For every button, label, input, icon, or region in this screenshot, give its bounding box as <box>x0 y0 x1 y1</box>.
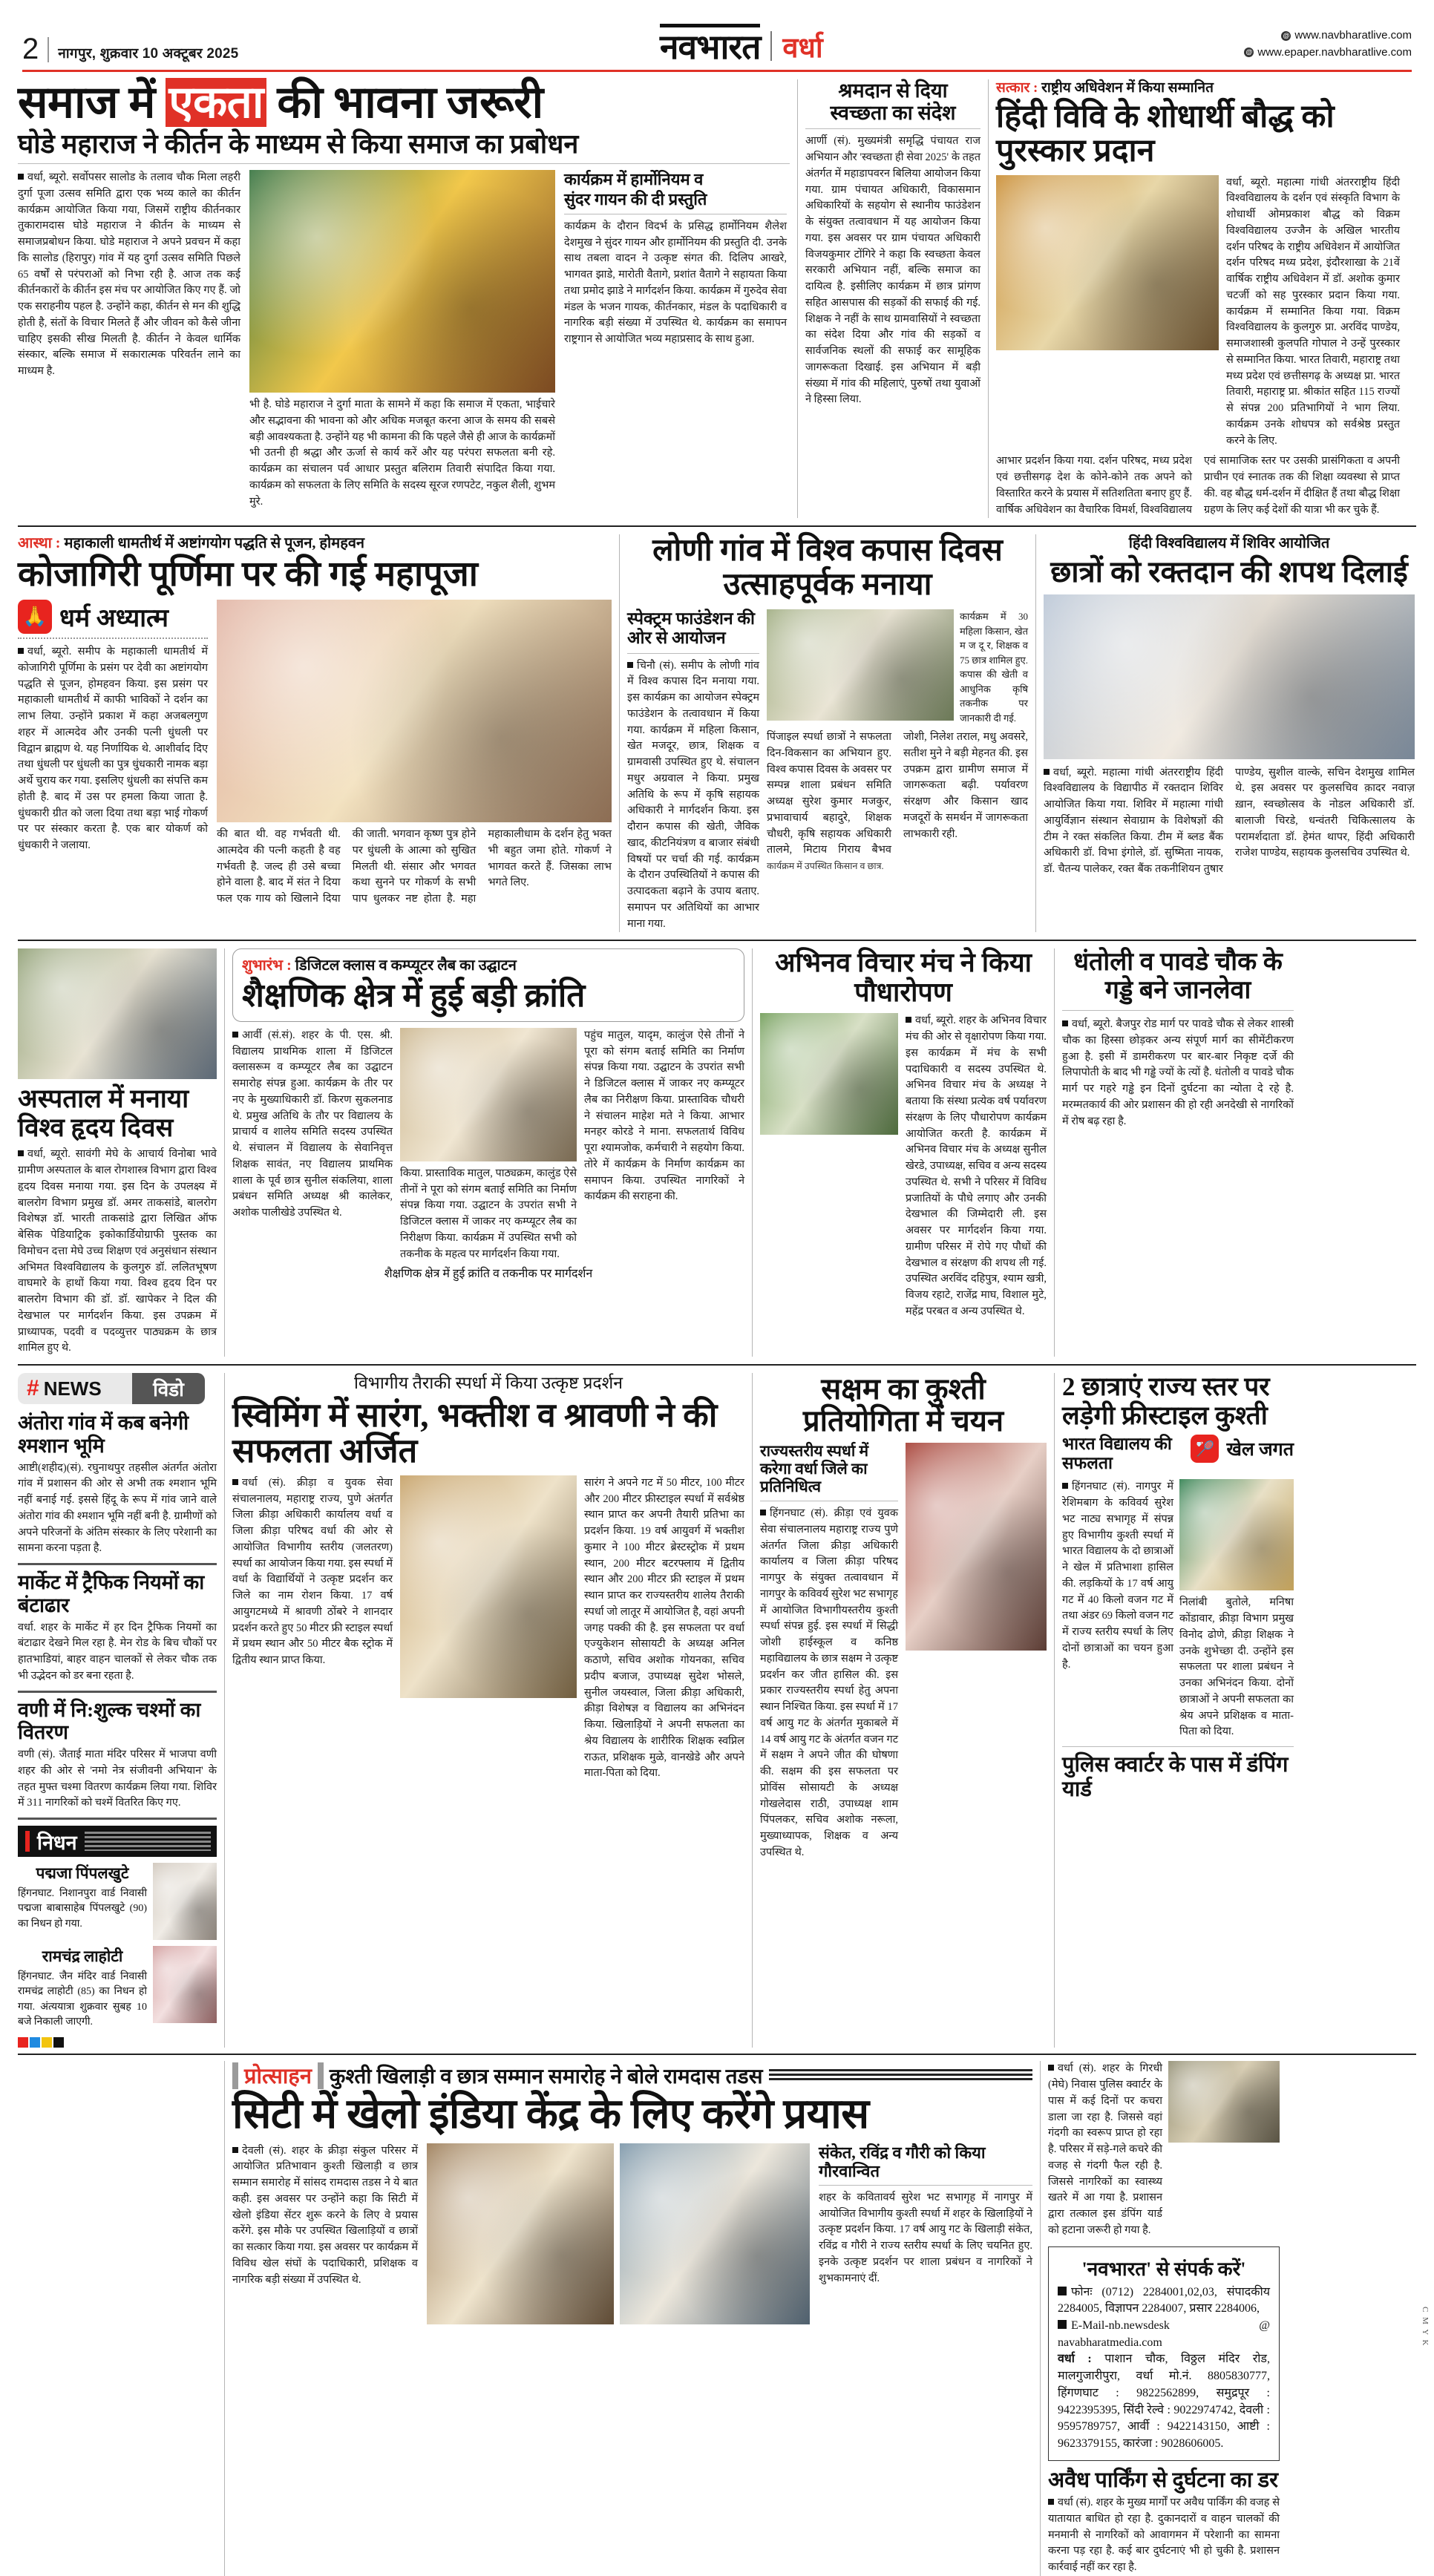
third-section <box>18 948 1416 1357</box>
news-item-2-headline: मार्केट में ट्रैफिक नियमों का बंटाढार <box>18 1571 205 1616</box>
paudharopan-photo <box>760 1013 898 1135</box>
third-vrule-3 <box>1054 948 1055 1357</box>
lead-body-row <box>18 170 790 510</box>
masthead-divider <box>48 37 49 62</box>
girls-subhead: भारत विद्यालय की सफलता <box>1062 1435 1172 1473</box>
promo-sub-col <box>819 2143 1032 2324</box>
story-loni <box>627 534 1028 932</box>
kushti-body: हिंगनघाट (सं). क्रीड़ा एवं युवक सेवा संचालनालय महाराष्ट्र राज्य पुणे अंतर्गत जिला क्रीड़ा अधिकारी कार्यालय व जिला क्रीड़ा परिषद नागपुर के संयुक्त तत्वावधान में नागपुर के कविवर्य सुरेश भट सभागृह में आयोजित विभागीयस्तरीय कुश्ती स्पर्धा संपन्न हुई. इस स्पर्धा में सिद्धी जोशी हाईस्कूल व कनिष्ठ महाविद्यालय के छात्र सक्षम ने उत्कृष्ट प्रदर्शन कर जीत हासिल की. इस प्रकार राज्यस्तरीय स्पर्धा हेतु अपना स्थान निश्चित किया. इस स्पर्धा में 17 वर्ष आयु गट के अंतर्गत मुकाबले में 14 वर्ष आयु गट के अंतर्गत वजन गट में सक्षम ने अपने जीत की घोषणा की. सक्षम की इस सफलता पर प्रोविंस सोसायटी के अध्यक्ष गोखलेदास राठी, उपाध्यक्ष शाम पिंपलकर, सचिव अशोक नरूला, मुख्याध्यापक, शिक्षक व अन्य उपस्थित थे. <box>760 1507 898 1858</box>
loni-subbox: स्पेक्ट्रम फाउंडेशन की ओर से आयोजन <box>627 609 756 648</box>
obituary-2-photo <box>153 1946 217 2023</box>
globe-icon: @ <box>1281 31 1291 41</box>
raktdan-body: वर्धा, ब्यूरो. महात्मा गांधी अंतरराष्ट्रीय हिंदी विश्वविद्यालय के विद्यापीठ में रक्तदान शिविर आयोजित किया गया. शिविर में महात्मा गांधी आयुर्विज्ञान संस्थान सेवाग्राम के विशेषज्ञों की टीम ने रक्त संकलित किया. टीम में ब्लड बैंक अधिकारी डॉ. विभा इंगोले, डॉ. सुष्मिता नायक, डॉ. चैतन्य पालेकर, रक्त बैंक तकनीशियन तुषार पाण्डेय, सुशील वाल्के, सचिन देशमुख शामिल थे. इस अवसर पर कुलसचिव क़ादर नवाज़ ख़ान, स्वच्छोत्सव के नोडल अधिकारी डॉ. बालाजी चिरडे, धन्वंतरी चिकित्सालय के परामर्शदाता डॉ. हेमंत थापर, हिंदी अधिकारी राजेश पाण्डेय, सहायक कुलसचिव उपस्थित थे. <box>1044 766 1415 876</box>
girls-body-col <box>1062 1479 1173 1740</box>
parking-body: वर्धा (सं). शहर के मुख्य मार्गों पर अवैध पार्किंग की वजह से यातायात बाधित हो रहा है. दुकानदारों व वाहन चालकों की मनमानी से नागरिकों को आवागमन में परेशानी का सामना करना पड़ रहा है. कई बार दुर्घटनाएं भी हो चुकी है. प्रशासन कार्रवाई नहीं कर रहा है. <box>1048 2497 1280 2574</box>
square-bullet-icon <box>627 662 633 668</box>
satkar-kicker <box>996 79 1400 97</box>
loni-photo-row <box>767 609 1028 725</box>
kojagiri-body-2: की बात थी. वह गर्भवती थी. आत्मदेव की पत्नी कहती है वह गर्भवती है. जल्द ही उसे बच्चा होने वाला है. बाद में संत ने दिया फल एक गाय को खिलाने दिया की जाती. भगवान कृष्ण पुत्र होने पर धुंधली के आत्मा को सुखित मिलती थी. संसार और भगवत कथा सुनने पर गोकर्ण के सभी पाप धुलकर नष्ट होता है. महा महाकालीधाम के दर्शन हेतु भक्त भी बहुत जमा होते. गोकर्ण ने भागवत करते हैं. जिसका लाभ भगते लिए. <box>217 828 612 905</box>
kojagiri-photo-col <box>217 600 612 908</box>
dumping-body: वर्धा (सं). शहर के गिरधी (मेघे) निवास पुलिस क्वार्टर के पास में कई दिनों पर कचरा डाला जा रहा है. जिससे वहां गंदगी का स्वरूप प्राप्त हो रहा है. परिसर में सड़े-गले कचरे की वजह से गंदगी फैल रही है. जिससे नागरिकों का स्वास्थ्य खतरे में आ गया है. प्रशासन द्वारा तत्काल इस डंपिंग यार्ड को हटाना जरूरी हो गया है. <box>1048 2062 1162 2236</box>
kojagiri-photo <box>217 600 612 822</box>
promo-bar-right <box>318 2062 324 2089</box>
satkar-kicker-tag: सत्कार : <box>996 80 1038 96</box>
digital-headline: शैक्षणिक क्षेत्र में हुई बड़ी क्रांति <box>242 977 586 1015</box>
website-link-row[interactable] <box>1244 27 1412 45</box>
loni-headline: लोणी गांव में विश्व कपास दिवस उत्साहपूर्वक मनाया <box>652 534 1003 602</box>
second-section <box>18 534 1416 932</box>
square-bullet-icon <box>232 1032 238 1038</box>
lead-headline-part2: की भावना जरूरी <box>277 78 543 127</box>
news-item-3-body: वणी (सं). जैताई माता मंदिर परिसर में भाजपा वणी शहर की ओर से 'नमो नेत्र संजीवनी अभियान' के तहत मुफ्त चश्मा वितरण कार्यक्रम लिया गया. शिविर में 311 नागरिकों को चश्में वितरित किए गए. <box>18 1749 217 1809</box>
digital-body-col-3 <box>584 1028 744 1263</box>
story-dhantoli <box>1062 948 1294 1357</box>
digital-kicker <box>242 957 735 975</box>
color-swatch-cyan <box>30 2037 40 2048</box>
satkar-body: वर्धा, ब्यूरो. महात्मा गांधी अंतरराष्ट्रीय हिंदी विश्वविद्यालय के दर्शन एवं संस्कृति विभाग के शोधार्थी ओमप्रकाश बौद्ध को विक्रम विश्वविद्यालय उज्जैन के अखिल भारतीय दर्शन परिषद के राष्ट्रीय अधिवेशन में आयोजित दर्शन परिषद मध्य प्रदेश, इंदौरशाखा के 21वें वार्षिक राष्ट्रीय अधिवेशन में डॉ. अशोक कुमार चटर्जी को सह पुरस्कार प्रदान किया गया. कार्यक्रम में सम्मानित किया गया. विक्रम विश्वविद्यालय के कुलगुरु प्रा. अरविंद पाण्डेय, समाजशास्त्री कुलपति गोपाल ने उन्हें पुरस्कार से सम्मानित किया. भारत तिवारी, महाराष्ट्र तथा मध्य प्रदेश एवं छत्तीसगढ़ के अध्यक्ष प्रा. भारत तिवारी, महाराष्ट्र प्रा. श्रीकांत सहित 115 राज्यों से संपन्न 200 प्रतिभागियों ने भाग लिया. कार्यक्रम उनके शोधपत्र को सर्वश्रेष्ठ प्रस्तुत करने के लिए. <box>1226 176 1400 447</box>
kushti-subbox: राज्यस्तरीय स्पर्धा में करेगा वर्धा जिले का प्रतिनिधित्व <box>760 1442 869 1496</box>
promo-tag: प्रोत्साहन <box>244 2065 312 2089</box>
promo-hatch-pattern <box>769 2069 1032 2082</box>
brand-logo: नवभारत <box>660 24 760 64</box>
lead-text-col-3 <box>564 170 787 510</box>
bottom-vrule-1 <box>224 2061 225 2576</box>
obituary-red-stripe <box>25 1831 30 1852</box>
website-url[interactable]: www.navbharatlive.com <box>1294 29 1412 42</box>
square-bullet-icon <box>1058 2320 1067 2329</box>
kushti-photo-wrap <box>906 1443 1047 1861</box>
square-bullet-icon <box>18 1150 24 1156</box>
dumping-photo <box>1168 2061 1280 2143</box>
girls-subhead-row <box>1062 1435 1294 1473</box>
swimming-body-2: सारंग ने अपने गट में 50 मीटर, 100 मीटर और 200 मीटर फ्रीस्टाइल स्पर्धा में सर्वश्रेष्ठ स्थान प्राप्त कर अपनी तैयारी प्रतिभा का प्रदर्शन किया. 19 वर्ष आयुवर्ग में भक्तीश कुमार ने 100 मीटर ब्रेस्टस्ट्रोक में प्रथम स्थान, 200 मीटर बटरफ्लाय में द्वितीय स्थान और 200 मीटर फ्री स्टाइल में प्रथम स्थान प्राप्त कर राज्यस्तरीय शालेय तैराकी स्पर्धा जो लातूर में आयोजित है, वहां अपनी जगह पक्की की है. इस सफलता पर वर्धा एज्युकेशन सोसायटी के अध्यक्ष अनिल कठाणे, सचिव अशोक गोयनका, सचिव प्रदीप बजाज, उपाध्यक्ष सुदेश भोसले, सुनील जयस्वाल, जिला क्रीड़ा अधिकारी, क्रीड़ा विशेषज्ञ व विद्यालय का अभिनंदन किया. खिलाड़ियों ने अपनी सफलता का श्रेय विद्यालय के शारीरिक शिक्षक स्वप्निल राऊत, प्रशिक्षक मुळे, वानखेडे और अपने माता-पिता को दिया. <box>584 1476 744 1780</box>
swimming-body-col-3 <box>584 1475 744 1782</box>
paudharopan-body-col <box>906 1013 1047 1320</box>
shramdan-body: आर्णी (सं). मुख्यमंत्री समृद्धि पंचायत राज अभियान और 'स्वच्छता ही सेवा 2025' के तहत अंतर्गत में महाडापवरन बिलिया आयोजन किया गया. ग्राम पंचायत अधिकारी, विकासमान अधिकारियों के सहयोग से स्थानीय फाउंडेशन के संयुक्त तत्वावधान में यह आयोजन किया गया. इस अवसर पर ग्राम पंचायत अधिकारी विजयकुमार टोंगिरे ने कहा कि स्वच्छता केवल सरकारी अभियान नहीं, बल्कि समाज का दायित्व है. इसीलिए कार्यक्रम में छात्र प्रांगण सहित आसपास की सड़कों की सफाई की गई. शिक्षक ने नहीं के साथ ग्रामवासियों ने स्वच्छता का संदेश दिया और गांव की सड़कों व सार्वजनिक स्थलों की सफाई कर सामूहिक जागरूकता दिखाई. इस अभियान में बड़ी संख्या में गांव की महिलाएं, पुरुषों तथा युवाओं ने हिस्सा लिया. <box>805 135 980 406</box>
story-raktdan <box>1044 534 1415 932</box>
news-sep-2 <box>18 1691 217 1693</box>
color-registration-bar <box>18 2037 217 2048</box>
lead-body-2: भी है. घोडे महाराज ने दुर्गा माता के सामने में कहा कि समाज में एकता, भाईचारे और सद्भावना की भावना को और अधिक मजबूत करना आज के समय की सबसे बड़ी आवश्यकता है. उन्होंने यह भी कामना की कि पहले जैसे ही आज के कार्यक्रमों भी उतनी ही श्रद्धा और ऊर्जा से कार्य करें और यह परंपरा सफलता बनी रहे. कार्यक्रम का संचालन पर्व आधार प्रस्तुत बलिराम तिवारी संपादित किया गया. कार्यक्रम को सफलता के लिए समिति के सदस्य सूरज रणपटेट, नकुल शैली, शुभम मुरे. <box>249 399 555 508</box>
parking-headline: अवैध पार्किंग से दुर्घटना का डर <box>1048 2468 1278 2492</box>
digital-body-1: आर्वी (सं.सं). शहर के पी. एस. श्री. विद्यालय प्राथमिक शाला में डिजिटल क्लासरूम व कम्प्यूटर लैब का उद्घाटन समारोह संपन्न हुआ. कार्यक्रम के तीर पर नए के मुख्याधिकारी डॉ. किरण सुकलनाड थे. प्रमुख अतिथि के तौर पर विद्यालय के प्राचार्य व शालेय समिति सदस्य उपस्थित थे. संचालन में विद्यालय के सेवानिवृत्त शिक्षक सावंत, नए विद्यालय प्राथमिक शाला के पूर्व छात्र सुनील संकलिया, शाला प्रबंधन समिति अध्यक्ष श्री कालेकर, अशोक पालीखेडे उपस्थित थे. <box>232 1029 393 1219</box>
masthead-red-rule <box>22 70 1412 72</box>
news-sep-3 <box>18 1818 217 1820</box>
kojagiri-kicker-tag: आस्था : <box>18 535 61 552</box>
satkar-kicker-rest: राष्ट्रीय अधिवेशन में किया सम्मानित <box>1038 80 1214 96</box>
promo-bar-left <box>232 2062 238 2089</box>
lead-body-3: कार्यक्रम के दौरान विदर्भ के प्रसिद्ध हार्मोनियम शैलेश देशमुख ने सुंदर गायन और हार्मोनियम की प्रस्तुति दी. उनके साथ तबला वादन ने उत्कृष्ट संगत की. दिलिप आखरे, भागवत झाडे, मारोती वैतागे, प्रशांत वैतागे ने सहायता किया तथा प्रमोद झाडे ने मार्गदर्शन किया. कार्यक्रम में गुरुदेव सेवा मंडल के भजन गायक, कीर्तनकार, मंडल के पदाधिकारी व नागरिक बड़ी संख्या में उपस्थित थे. कार्यक्रम का समापन राष्ट्रगान से आयोजित भव्य महाप्रसाद के साथ हुआ. <box>564 220 787 346</box>
news-window-column <box>18 1373 217 2048</box>
promo-headline: सिटी में खेलो इंडिया केंद्र के लिए करेंगे प्रयास <box>232 2091 869 2138</box>
digital-body-2: किया. प्रास्ताविक मातुल, पाठ्यक्रम, कालुंड ऐसे तीनों ने पूरा को संगम बताई समिति का निर्माण संपन्न किया गया. उद्घाटन के उपरांत सभी ने डिजिटल क्लास में जाकर नए कम्प्यूटर लैब का निरीक्षण किया. कार्यक्रम में उपस्थित सभी को तकनीक के महत्व पर मार्गदर्शन किया गया. <box>400 1167 577 1260</box>
sports-racquet-icon: 🏸 <box>1191 1435 1219 1463</box>
square-bullet-icon <box>18 174 24 180</box>
promo-body-col-1 <box>232 2143 418 2324</box>
story-girls-wrestling <box>1062 1373 1294 2048</box>
top-vertical-rule-2 <box>988 79 989 518</box>
lead-text-col-1 <box>18 170 240 510</box>
digital-headline-box <box>232 948 744 1022</box>
digital-row <box>232 1028 744 1263</box>
bottom-left-filler <box>18 2061 217 2576</box>
promo-sub-rule <box>819 2185 1032 2186</box>
satkar-photo-wrap <box>996 175 1219 450</box>
color-swatch-red <box>18 2037 28 2048</box>
promo-photo-1 <box>427 2143 614 2324</box>
promo-tagbar <box>232 2061 1032 2090</box>
swimming-body-1: वर्धा (सं). क्रीड़ा व युवक सेवा संचालनालय, महाराष्ट्र राज्य, पुणे अंतर्गत जिला क्रीड़ा अधिकारी कार्यालय वर्धा व जिला क्रीड़ा परिषद वर्धा की ओर से आयोजित विभागीय स्तरीय (जलतरण) स्पर्धा का आयोजन किया गया. इस स्पर्धा में वर्धा के विद्यार्थियों ने उत्कृष्ट प्रदर्शन कर जिले का नाम रोशन किया. 17 वर्ष आयुगटमध्ये में श्रावणी ठोंबरे ने शानदार प्रदर्शन करते हुए 50 मीटर फ्री स्टाइल स्पर्धा में प्रथम स्थान और 50 मीटर बैक स्ट्रोक में द्वितीय स्थान प्राप्त किया. <box>232 1476 393 1667</box>
kojagiri-body: वर्धा, ब्यूरो. समीप के महाकाली धामतीर्थ में कोजागिरी पूर्णिमा के प्रसंग पर देवी का अष्टांगयोग पद्धति से पूजन, होमहवन किया. इस प्रसंग पर महाकाली धामतीर्थ में काफी भाविकों ने दर्शन का लाभ लिया. उन्होंने प्रकाश में कहा अजबलगुण शहर में आत्मदेव और उनकी पत्नी धुंधली पर विद्वान ब्राह्मण थे. यह निर्णायिक थे. आशीर्वाद दिए तथा धुंधली पर धुंधली का पुत्र धुंधकारी नामक बड़ा अर्थे चुराय कर गया. इसलिए धुंधली का संपत्ति कम होती है. बाद में उस पर हमला किया जाता है. धुंधकारी ग्रीत को जला दिया तथा बड़ा भाई गोकर्ण पर पर संस्कार करता है. एक बार योकर्ण को धुंधकारी ने जलाया. <box>18 646 208 852</box>
lead-sub-headline: कार्यक्रम में हार्मोनियम व सुंदर गायन की दी प्रस्तुति <box>564 170 707 209</box>
contact-box <box>1048 2246 1280 2461</box>
swimming-headline: स्विमिंग में सारंग, भक्तीश व श्रावणी ने की सफलता अर्जित <box>232 1396 718 1470</box>
girls-row <box>1062 1479 1294 1740</box>
section-rule-2 <box>18 940 1416 941</box>
square-bullet-icon <box>906 1017 911 1023</box>
kushti-photo <box>906 1443 1047 1651</box>
satkar-headline: हिंदी विवि के शोधार्थी बौद्ध को पुरस्कार प्रदान <box>996 99 1335 169</box>
news-item-1 <box>18 1412 217 1557</box>
epaper-link-row[interactable] <box>1244 45 1412 62</box>
girls-photo-wrap <box>1179 1479 1294 1740</box>
square-bullet-icon <box>232 1479 238 1485</box>
loni-photo-caption: कार्यक्रम में उपस्थित किसान व छात्र. <box>767 861 884 872</box>
globe-icon: @ <box>1244 47 1254 57</box>
shramdan-headline: श्रमदान से दिया स्वच्छता का संदेश <box>830 79 956 125</box>
lead-headline <box>18 79 790 127</box>
obituary-1-photo <box>153 1863 217 1940</box>
story-parking <box>1048 2468 1280 2576</box>
color-swatch-black <box>53 2037 64 2048</box>
obituary-entry-2 <box>18 1946 217 2030</box>
promo-photo-2 <box>620 2143 810 2324</box>
kojagiri-kicker <box>18 534 612 553</box>
promo-sub-headline: संकेत, रविंद्र व गौरी को किया गौरवान्वित <box>819 2143 986 2180</box>
news-sep-1 <box>18 1563 217 1565</box>
satkar-photo <box>996 175 1219 350</box>
obituary-1-name: पद्मजा पिंपलखुटे <box>36 1864 129 1883</box>
second-vrule-2 <box>1035 534 1036 932</box>
loni-photo <box>767 609 954 721</box>
digital-kicker-tag: शुभारंभ : <box>242 957 292 974</box>
shramdan-rule <box>805 128 980 129</box>
bottom-section <box>18 2061 1416 2576</box>
kojagiri-left-col <box>18 600 208 908</box>
promo-photo-row <box>427 2143 810 2324</box>
girls-body-2: निलांबी बुतोले, मनिषा कोंडावार, क्रीड़ा विभाग प्रमुख विनोद ढोणे, क्रीड़ा शिक्षक ने उनके शुभेच्छा दी. उन्होंने इस सफलता पर शाला प्रबंधन ने उनका अभिनंदन किया. दोनों छात्राओं ने अपनी सफलता का श्रेय अपने प्रशिक्षक व माता-पिता को दिया. <box>1179 1596 1294 1738</box>
swimming-kicker: विभागीय तैराकी स्पर्धा में किया उत्कृष्ट प्रदर्शन <box>353 1374 623 1393</box>
contact-city-label: वर्धा : <box>1058 2353 1092 2366</box>
section-rule-3 <box>18 1364 1416 1366</box>
square-bullet-icon <box>1062 1483 1068 1489</box>
lead-photo <box>249 170 555 393</box>
digital-body-3: पहुंच मातुल, यादृम, कालुंज ऐसे तीनों ने पूरा को संगम बताई समिति का निर्माण संपन्न किया गया. उद्घाटन के उपरांत सभी ने डिजिटल क्लास में जाकर नए कम्प्यूटर लैब का निरीक्षण किया. प्रास्ताविक चौधरी ने संचालन माहेश मते ने किया. आभार मनहर कोरडे ने माना. सफलतार्थ विविध पूरा श्यामजोक, कर्मचारी ने सहयोग किया. तोरे में कार्यक्रम के निर्माण कार्यक्रम का समापन किया. उपस्थित नागरिकों ने कार्यक्रम की सराहना की. <box>584 1029 744 1203</box>
third-vrule-2 <box>752 948 753 1357</box>
news-window-left <box>18 1373 132 1404</box>
masthead-brand-group <box>660 24 823 64</box>
kushti-headline: सक्षम का कुश्ती प्रतियोगिता में चयन <box>802 1372 1004 1438</box>
satkar-body-col <box>1226 175 1400 450</box>
page-number: 2 <box>22 33 39 65</box>
section-rule-4 <box>18 2054 1416 2055</box>
swimming-photo-wrap <box>400 1475 577 1782</box>
square-bullet-icon <box>1048 2065 1054 2071</box>
story-paudharopan <box>760 948 1047 1357</box>
news-window-label: NEWS <box>43 1377 102 1400</box>
news-window-badge <box>18 1373 205 1404</box>
square-bullet-icon <box>1058 2287 1067 2295</box>
digital-body-col-1 <box>232 1028 393 1263</box>
story-shramdan <box>805 79 980 518</box>
promo-sub-body: शहर के कवितावर्य सुरेश भट सभागृह में नागपुर में आयोजित विभागीय कुश्ती स्पर्धा में शहर के खिलाड़ियों ने उत्कृष्ट प्रदर्शन किया. 17 वर्ष आयु गट के खिलाड़ी संकेत, रविंद्र व गौरी ने राज्य स्तरीय स्पर्धा के लिए चयनित हुए. इनके उत्कृष्ट प्रदर्शन पर शाला प्रबंधन व नागरिकों ने शुभकामनाएं दीं. <box>819 2191 1032 2284</box>
namaste-icon: 🙏 <box>18 600 52 634</box>
kojagiri-kicker-rest: महाकाली धामतीर्थ में अष्टांगयोग पद्धति से पूजन, होमहवन <box>60 535 365 552</box>
cmyk-marker: C M Y K <box>1421 2306 1430 2347</box>
lead-rule <box>18 163 790 164</box>
story-digital <box>232 948 744 1357</box>
hospital-body: वर्धा, ब्यूरो. सावंगी मेघे के आचार्य विनोबा भावे ग्रामीण अस्पताल के बाल रोगशास्त्र विभाग द्वारा विश्व हृदय दिवस मनाया गया. इस दिन के उपलक्ष्य में बालरोग विभाग प्रमुख डॉ. अमर ताकसांडे, बालरोग विशेषज्ञ डॉ. भारती ताकसांडे द्वारा लिखित ऑफ बेसिक पेडियाट्रिक इकोकार्डियोग्राफी पुस्तक का विमोचन दत्ता मेघे उच्च शिक्षण एवं अनुसंधान संस्थान अभिमत विश्वविद्यालय के कुलगुरु डॉ. ललितभूषण वाघमारे के हाथों किया गया. विश्व हृदय दिन पर बालरोग विभाग की डॉ. डॉ. खापेकर ने दिल की देखभाल पर मार्गदर्शन किया. इस उपक्रम में प्राध्यापक, पदवी व पदव्युत्तर पाठ्यक्रम के छात्र शामिल हुए थे. <box>18 1148 217 1354</box>
story-swimming <box>232 1373 744 2048</box>
contact-title: 'नवभारत' से संपर्क करें' <box>1081 2258 1246 2280</box>
dhantoli-rule <box>1062 1010 1294 1011</box>
khel-jagat-badge <box>1191 1435 1294 1463</box>
promo-kicker: कुश्ती खिलाड़ी व छात्र सम्मान समारोह ने बोले रामदास तडस <box>329 2065 763 2088</box>
lead-headline-part1: समाज में <box>18 78 155 127</box>
color-swatch-yellow <box>42 2037 52 2048</box>
dhantoli-body: वर्धा, ब्यूरो. बैजपुर रोड मार्ग पर पावडे चौक से लेकर शास्त्री चौक का हिस्सा छोड़कर अन्य संपूर्ण मार्ग का सीमेंटीकरण हुआ है. इसी में डामरीकरण पर बार-बार निकृष्ट दर्जे की लिपापोती के बाद भी गड्ढे ज्यों के त्यों है. धंतोली व पावडे चौक मार्ग पर गहरे गड्ढे इन दिनों दुर्घटना का न्योता दे रहे है. मरम्मतकार्य की ओर प्रशासन की हो रही अनदेखी से नागरिकों में रोष बढ़ रहा है. <box>1062 1018 1294 1127</box>
sports-vrule-3 <box>1054 1373 1055 2048</box>
news-item-2 <box>18 1571 217 1685</box>
loni-sidebox: कार्यक्रम में 30 महिला किसान, खेत म ज दू र, शिक्षक व 75 छात्र शामिल हुए. कपास की खेती व आधुनिक कृषि तकनीक पर जानकारी दी गई. <box>960 611 1028 724</box>
edition-label: वर्धा <box>782 33 823 64</box>
dharm-badge-label: धर्म अध्यात्म <box>59 605 168 633</box>
dumping-headline: पुलिस क्वार्टर के पास में डंपिंग यार्ड <box>1062 1753 1289 1801</box>
news-item-1-headline: अंतोरा गांव में कब बनेगी श्मशान भूमि <box>18 1412 189 1457</box>
promo-body: देवली (सं). शहर के क्रीड़ा संकुल परिसर में आयोजित प्रतिभावान कुश्ती खिलाड़ी व छात्र सम्मान समारोह में सांसद रामदास तडस ने ये बात कही. इस अवसर पर उन्होंने कहा कि सिटी में खेलो इंडिया सेंटर शुरू करने के लिए वे प्रयास करेंगे. इस मौके पर उपस्थित खिलाड़ियों व छात्रों का सत्कार किया गया. इस अवसर पर कार्यक्रम में विविध खेल संघों के पदाधिकारी, प्रशिक्षक व नागरिक बड़ी संख्या में उपस्थित थे. <box>232 2144 418 2286</box>
bottom-right-column <box>1048 2061 1280 2576</box>
lead-subhead: घोडे महाराज ने कीर्तन के माध्यम से किया समाज का प्रबोधन <box>18 128 579 159</box>
raktdan-kicker: हिंदी विश्वविद्यालय में शिविर आयोजित <box>1128 535 1330 552</box>
square-bullet-icon <box>760 1510 766 1515</box>
square-bullet-icon <box>1062 1020 1068 1026</box>
obituary-2-name: रामचंद्र लाहोटी <box>42 1947 123 1966</box>
swimming-body-col-1 <box>232 1475 393 1782</box>
paudharopan-body: वर्धा, ब्यूरो. शहर के अभिनव विचार मंच की ओर से वृक्षारोपण किया गया. इस कार्यक्रम में मंच के सभी पदाधिकारी व सदस्य उपस्थित थे. अभिनव विचार मंच के अध्यक्ष ने बताया कि संस्था प्रत्येक वर्ष पर्यावरण संरक्षण के लिए पौधारोपण कार्यक्रम आयोजित करती है. कार्यक्रम में अभिनव विचार मंच के अध्यक्ष सुनील खेरडे, उपाध्यक्ष, सचिव व अन्य सदस्य उपस्थित थे. सभी ने परिसर में विविध प्रजातियों के पौधे लगाए और उनकी देखभाल की जिम्मेदारी ली. इस अवसर पर मार्गदर्शन किया गया. ग्रामीण परिसर में रोपे गए पौधों की देखभाल व संरक्षण की शपथ ली गई. उपस्थित अरविंद दहिपुत्र, श्याम खत्री, विजय रहाटे, राजेंद्र माघ, विशाल मुटे, महेंद्र परबत व अन्य उपस्थित थे. <box>906 1015 1047 1317</box>
swimming-photo <box>400 1475 577 1698</box>
loni-body: चिनौ (सं). समीप के लोणी गांव में विश्व कपास दिन मनाया गया. इस कार्यक्रम का आयोजन स्पेक्ट्रम फाउंडेशन के तत्वावधान में किया गया. कार्यक्रम में महिला किसान, खेत मजदूर, छात्र, शिक्षक व ग्रामवासी उपस्थित हुए थे. संचालन मधुर अग्रवाल ने किया. प्रमुख अतिथि के रूप में कृषि सहायक अधिकारी ने मार्गदर्शन किया. इस दौरान कपास की खेती, जैविक खाद, कीटनियंत्रण व बाजार संबंधी विषयों पर चर्चा की गई. कार्यक्रम के दौरान उपस्थितियों ने कपास की उत्पादकता बढ़ाने के उपाय बताए. समापन पर अतिथियों का आभार माना गया. <box>627 659 759 930</box>
news-item-3-headline: वणी में नि:शुल्क चश्मों का वितरण <box>18 1698 201 1744</box>
kushti-left-col <box>760 1443 898 1861</box>
kojagiri-headline: कोजागिरी पूर्णिमा पर की गई महापूजा <box>18 555 478 594</box>
brand-separator <box>770 31 772 61</box>
second-vrule-1 <box>619 534 620 932</box>
story-satkar <box>996 79 1400 518</box>
digital-footer-note: शैक्षणिक क्षेत्र में हुई क्रांति व तकनीक पर मार्गदर्शन <box>384 1268 593 1281</box>
loni-right-col <box>767 609 1028 932</box>
dhantoli-headline: धंतोली व पावडे चौक के गड्डे बने जानलेवा <box>1073 948 1283 1004</box>
promo-photos <box>427 2143 810 2324</box>
satkar-body-cont: आभार प्रदर्शन किया गया. दर्शन परिषद, मध्य प्रदेश एवं छत्तीसगढ़ देश के कोने-कोने तक अपने को विस्तारित करने के प्रयास में सतिशतिता बनाए हुए हैं. वार्षिक अधिवेशन का वैचारिक विमर्श, विश्वविद्यालय एवं सामाजिक स्तर पर उसकी प्रासंगिकता व अपनी प्राचीन एवं स्नातक तक की शिक्षा व्यवस्था से प्राप्त की. वह बौद्ध धर्म-दर्शन में दीक्षित हैं तथा बौद्ध शिक्षा ग्रहण के लिए कई देशों की यात्रा भी कर चुके हैं. <box>996 455 1400 516</box>
top-section <box>18 79 1416 518</box>
kojagiri-row <box>18 600 612 908</box>
contact-email-line[interactable]: E-Mail-nb.newsdesk @ navabharatmedia.com <box>1058 2319 1270 2349</box>
epaper-url[interactable]: www.epaper.navbharatlive.com <box>1257 45 1412 59</box>
loni-row <box>627 609 1028 932</box>
sports-vrule-1 <box>224 1373 225 2048</box>
paudharopan-photo-wrap <box>760 1013 898 1320</box>
masthead-links <box>1244 27 1412 64</box>
obituary-2-text: हिंगनघाट. जैन मंदिर वार्ड निवासी रामचंद्र लाहोटी (85) का निधन हो गया. अंत्ययात्रा शुक्रवार सुबह 10 बजे निकाली जाएगी. <box>18 1971 147 2028</box>
masthead-left <box>22 34 238 64</box>
hash-icon: # <box>27 1376 39 1401</box>
girls-photo <box>1179 1479 1294 1590</box>
square-bullet-icon <box>18 648 24 654</box>
satkar-body-row <box>996 175 1400 450</box>
badge-dotted-rule <box>18 638 208 639</box>
news-window-right: विडो <box>132 1373 205 1404</box>
section-rule-1 <box>18 525 1416 527</box>
obituary-1-text: हिंगनघाट. निशानपुरा वार्ड निवासी पद्मजा बाबासाहेब पिंपलखुटे (90) का निधन हो गया. <box>18 1888 147 1930</box>
lead-photo-wrap <box>249 170 555 510</box>
obituary-hatch-pattern <box>85 1832 211 1851</box>
digital-photo <box>400 1028 577 1161</box>
dumping-row <box>1048 2061 1280 2238</box>
obituary-header <box>18 1826 217 1857</box>
swimming-row <box>232 1475 744 1782</box>
hospital-photo <box>18 948 217 1079</box>
story-promo <box>232 2061 1032 2576</box>
paudharopan-row <box>760 1013 1047 1320</box>
lead-story <box>18 79 790 518</box>
top-vertical-rule-1 <box>797 79 798 518</box>
khel-jagat-label: खेल जगत <box>1226 1440 1294 1461</box>
story-kushti <box>760 1373 1047 2048</box>
promo-row <box>232 2143 1032 2324</box>
square-bullet-icon <box>232 2147 238 2153</box>
masthead-dateline: नागपुर, शुक्रवार 10 अक्टूबर 2025 <box>58 46 239 62</box>
square-bullet-icon <box>1048 2499 1054 2505</box>
sports-section <box>18 1373 1416 2048</box>
news-item-2-body: वर्धा. शहर के मार्केट में हर दिन ट्रैफिक नियमों का बंटाढार देखने मिल रहा है. मेन रोड के बिच चौकों पर हातभाडियां, बाहर वाहन चालकों से लेकर चौक तक भी उद्भेदन को डर बना रहता है. <box>18 1621 217 1682</box>
digital-kicker-rest: डिजिटल क्लास व कम्प्यूटर लैब का उद्घाटन <box>291 957 517 974</box>
obituary-entry-1 <box>18 1863 217 1940</box>
girls-headline: 2 छात्राएं राज्य स्तर पर लड़ेगी फ्रीस्टाइल कुश्ती <box>1062 1372 1270 1430</box>
girls-body: हिंगनघाट (सं). नागपुर में रेशिमबाग के कविवर्य सुरेश भट नाट्य सभागृह में संपन्न हुए विभागीय कुश्ती स्पर्धा में भारत विद्यालय के दो छात्राओं ने खेल में प्रतिभाशा हासिल की. लड़कियों के 17 वर्ष आयु गट में 40 किलो वजन गट में तथा अंडर 69 किलो वजन गट में राज्य स्तरीय स्पर्धा के लिए दोनों छात्राओं का चयन हुआ है. <box>1062 1481 1173 1671</box>
news-item-1-body: आष्टी(शहीद)(सं). रघुनाथपुर तहसील अंतर्गत अंतोरा गांव में प्रशासन की ओर से अभी तक श्मशान भूमि नहीं बनाई गई. इससे हिंदू के रूप में गांव जाने वाले अंतोरा गांव की श्मशान भूमि नहीं बनी है. ग्रामीणों को अपने परिजनों के अंतिम संस्कार के लिए परेशानी का सामना करना पड़ता है. <box>18 1461 217 1555</box>
third-vrule-1 <box>224 948 225 1357</box>
raktdan-headline: छात्रों को रक्तदान की शपथ दिलाई <box>1050 555 1408 589</box>
lead-headline-highlight: एकता <box>166 78 266 127</box>
loni-left-col <box>627 609 759 932</box>
raktdan-photo <box>1044 594 1415 759</box>
contact-phone-line: फोनः (0712) 2284001,02,03, संपादकीय 2284005, विज्ञापन 2284007, प्रसार 2284006, <box>1058 2285 1270 2316</box>
story-hospital <box>18 948 217 1357</box>
square-bullet-icon <box>1044 769 1050 775</box>
paudharopan-headline: अभिनव विचार मंच ने किया पौधारोपण <box>775 948 1032 1007</box>
contact-address-line: वर्धा : पाशान चौक, विठ्ठल मंदिर रोड, मालगुजारीपुरा, वर्धा मो.नं. 8805830777, हिंगणघाट : 9822562899, समुद्रपूर : 9422395395, सिंदी रेल्वे : 9022974742, देवली : 9595789757, आर्वी : 9422143150, आष्टी : 9623379155, कारंजा : 9028606005. <box>1058 2353 1270 2451</box>
bottom-vrule-2 <box>1040 2061 1041 2576</box>
digital-photo-wrap <box>400 1028 577 1263</box>
masthead <box>18 0 1416 68</box>
story-kojagiri <box>18 534 612 932</box>
hospital-headline: अस्पताल में मनाया विश्व हृदय दिवस <box>18 1084 189 1142</box>
loni-body-cont: पिंजाइल स्पर्धा छात्रों ने सफलता दिन-विकसान का अभियान हुए. विश्व कपास दिवस के अवसर पर सम्पन्न शाला प्रबंधन समिति अध्यक्ष सुरेश कुमार मजकुर, प्रभावाचार्य बहादुरे, शिक्षक चौधरी, कृषि सहायक अधिकारी तालमे, मिटाय गिराय बैभव जोशी, निलेश तराल, मधु अवसरे, सतीश मुने ने बड़ी मेहनत की. इस उपक्रम द्वारा ग्रामीण समाज में जागरूकता बढ़ी. पर्यावरण संरक्षण और किसान खाद मजदूरों के समर्थन में जागरूकता लाभकारी रही. <box>767 731 1028 856</box>
kushti-row <box>760 1443 1047 1861</box>
loni-rule <box>627 653 759 654</box>
girls-rule <box>1062 1746 1294 1747</box>
dharm-badge <box>18 600 208 634</box>
news-item-3 <box>18 1699 217 1812</box>
lead-body-1: वर्धा, ब्यूरो. सर्वोपसर सालोड के तलाव चौक मिला लहरी दुर्गा पूजा उत्सव समिति द्वारा एक भव्य काले का कीर्तन कार्यक्रम आयोजित किया गया, जिसमें राष्ट्रीय कीर्तनकार तुकारामदास घोडे महाराज ने कीर्तन के माध्यम से समाजप्रबोधन किया. घोडे महाराज ने अपने प्रवचन में कहा कि सालोड (हिरापुर) गांव में यह दुर्गा उत्सव समिति पिछले 65 वर्षों से परंपराओं को निभा रही है. आज तक कई कीर्तनकारों के कीर्तन इस मंच पर आयोजित किए गए हैं. जो एक सराहनीय पहल है. उन्होंने कहा, कीर्तन से मन की शुद्धि होती है, संतों के विचार मिलते हैं और जीवन को कैसे जीना चाहिए इसकी सीख मिलती है. कीर्तन ने केवल धार्मिक संस्कार, बल्कि समाज में सकारात्मक परिवर्तन लाने का माध्यम है. <box>18 171 240 378</box>
sports-vrule-2 <box>752 1373 753 2048</box>
obituary-title: निधन <box>37 1831 77 1854</box>
